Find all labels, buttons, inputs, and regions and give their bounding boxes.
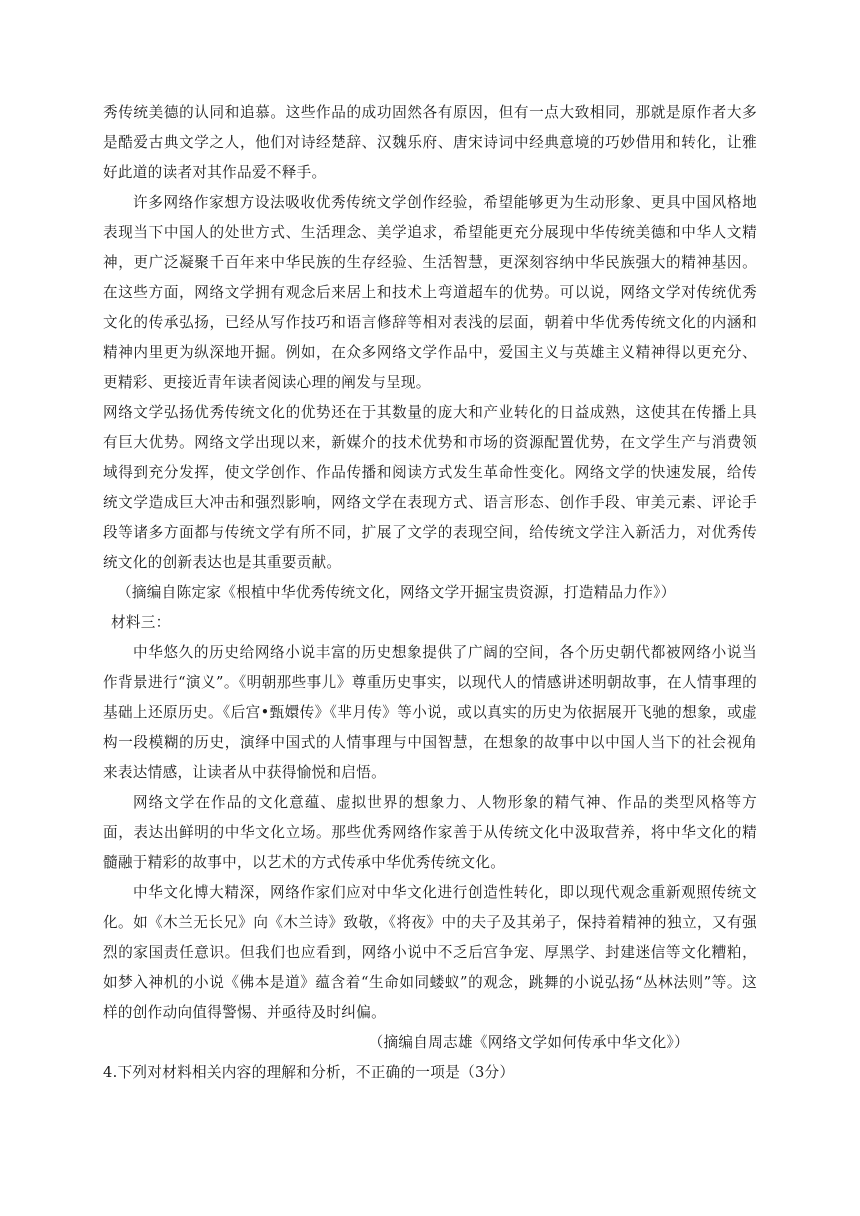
paragraph-cultural-stance: 网络文学在作品的文化意蕴、虚拟世界的想象力、人物形象的精气神、作品的类型风格等方面，表达出鲜明的中华文化立场。那些优秀网络作家善于从传统文化中汲取营养，将中华文化的精髓融于精彩的故事中，以艺术的方式传承中华优秀传统文化。 [103,794,757,871]
source-citation-material-3: （摘编自周志雄《网络文学如何传承中华文化》） [368,1034,689,1051]
paragraph-dissemination-advantage: 网络文学弘扬优秀传统文化的优势还在于其数量的庞大和产业转化的日益成熟，这使其在传播上具有巨大优势。网络文学出现以来，新媒介的技术优势和市场的资源配置优势，在文学生产与消费领域得到充分发挥，使文学创作、作品传播和阅读方式发生革命性变化。网络文学的快速发展，给传统文学造成巨大冲击和强烈影响，网络文学在表现方式、语言形态、创作手段、审美元素、评论手段等诸多方面都与传统文学有所不同，扩展了文学的表现空间，给传统文学注入新活力，对优秀传统文化的创新表达也是其重要贡献。 [103,404,757,571]
paragraph-creative-transformation: 中华文化博大精深，网络作家们应对中华文化进行创造性转化，即以现代观念重新观照传统文化。如《木兰无长兄》向《木兰诗》致敬，《将夜》中的夫子及其弟子，保持着精神的独立，又有强烈的家国责任意识。但我们也应看到，网络小说中不乏后宫争宠、厚黑学、封建迷信等文化糟粕，如梦入神机的小说《佛本是道》蕴含着“生命如同蝼蚁”的观念，跳舞的小说弘扬“丛林法则”等。这样的创作动向值得警惕、并亟待及时纠偏。 [103,884,757,1021]
document-body [103,98,757,1088]
question-4: 4.下列对材料相关内容的理解和分析，不正确的一项是（3分） [103,1064,515,1081]
paragraph-creative-experience: 许多网络作家想方设法吸收优秀传统文学创作经验，希望能够更为生动形象、更具中国风格地表现当下中国人的处世方式、生活理念、美学追求，希望能更充分展现中华传统美德和中华人文精神，更广泛凝聚千百年来中华民族的生存经验、生活智慧，更深刻容纳中华民族强大的精神基因。在这些方面，网络文学拥有观念后来居上和技术上弯道超车的优势。可以说，网络文学对传统优秀文化的传承弘扬，已经从写作技巧和语言修辞等相对表浅的层面，朝着中华优秀传统文化的内涵和精神内里更为纵深地开掘。例如，在众多网络文学作品中，爱国主义与英雄主义精神得以更充分、更精彩、更接近青年读者阅读心理的阐发与呈现。 [103,194,757,391]
material-3-label: 材料三： [111,614,171,631]
paragraph-historical-imagination: 中华悠久的历史给网络小说丰富的历史想象提供了广阔的空间，各个历史朝代都被网络小说当作背景进行“演义”。《明朝那些事儿》尊重历史事实，以现代人的情感讲述明朝故事，在人情事理的基础上还原历史。《后宫•甄嬛传》《芈月传》等小说，或以真实的历史为依据展开飞驰的想象，或虚构一段模糊的历史，演绎中国式的人情事理与中国智慧，在想象的故事中以中国人当下的社会视角来表达情感，让读者从中获得愉悦和启悟。 [103,644,757,781]
paragraph-continued: 秀传统美德的认同和追慕。这些作品的成功固然各有原因，但有一点大致相同，那就是原作者大多是酷爱古典文学之人，他们对诗经楚辞、汉魏乐府、唐宋诗词中经典意境的巧妙借用和转化，让雅好此道的读者对其作品爱不释手。 [103,104,757,181]
source-citation-material-2: （摘编自陈定家《根植中华优秀传统文化，网络文学开掘宝贵资源，打造精品力作》） [117,584,676,601]
